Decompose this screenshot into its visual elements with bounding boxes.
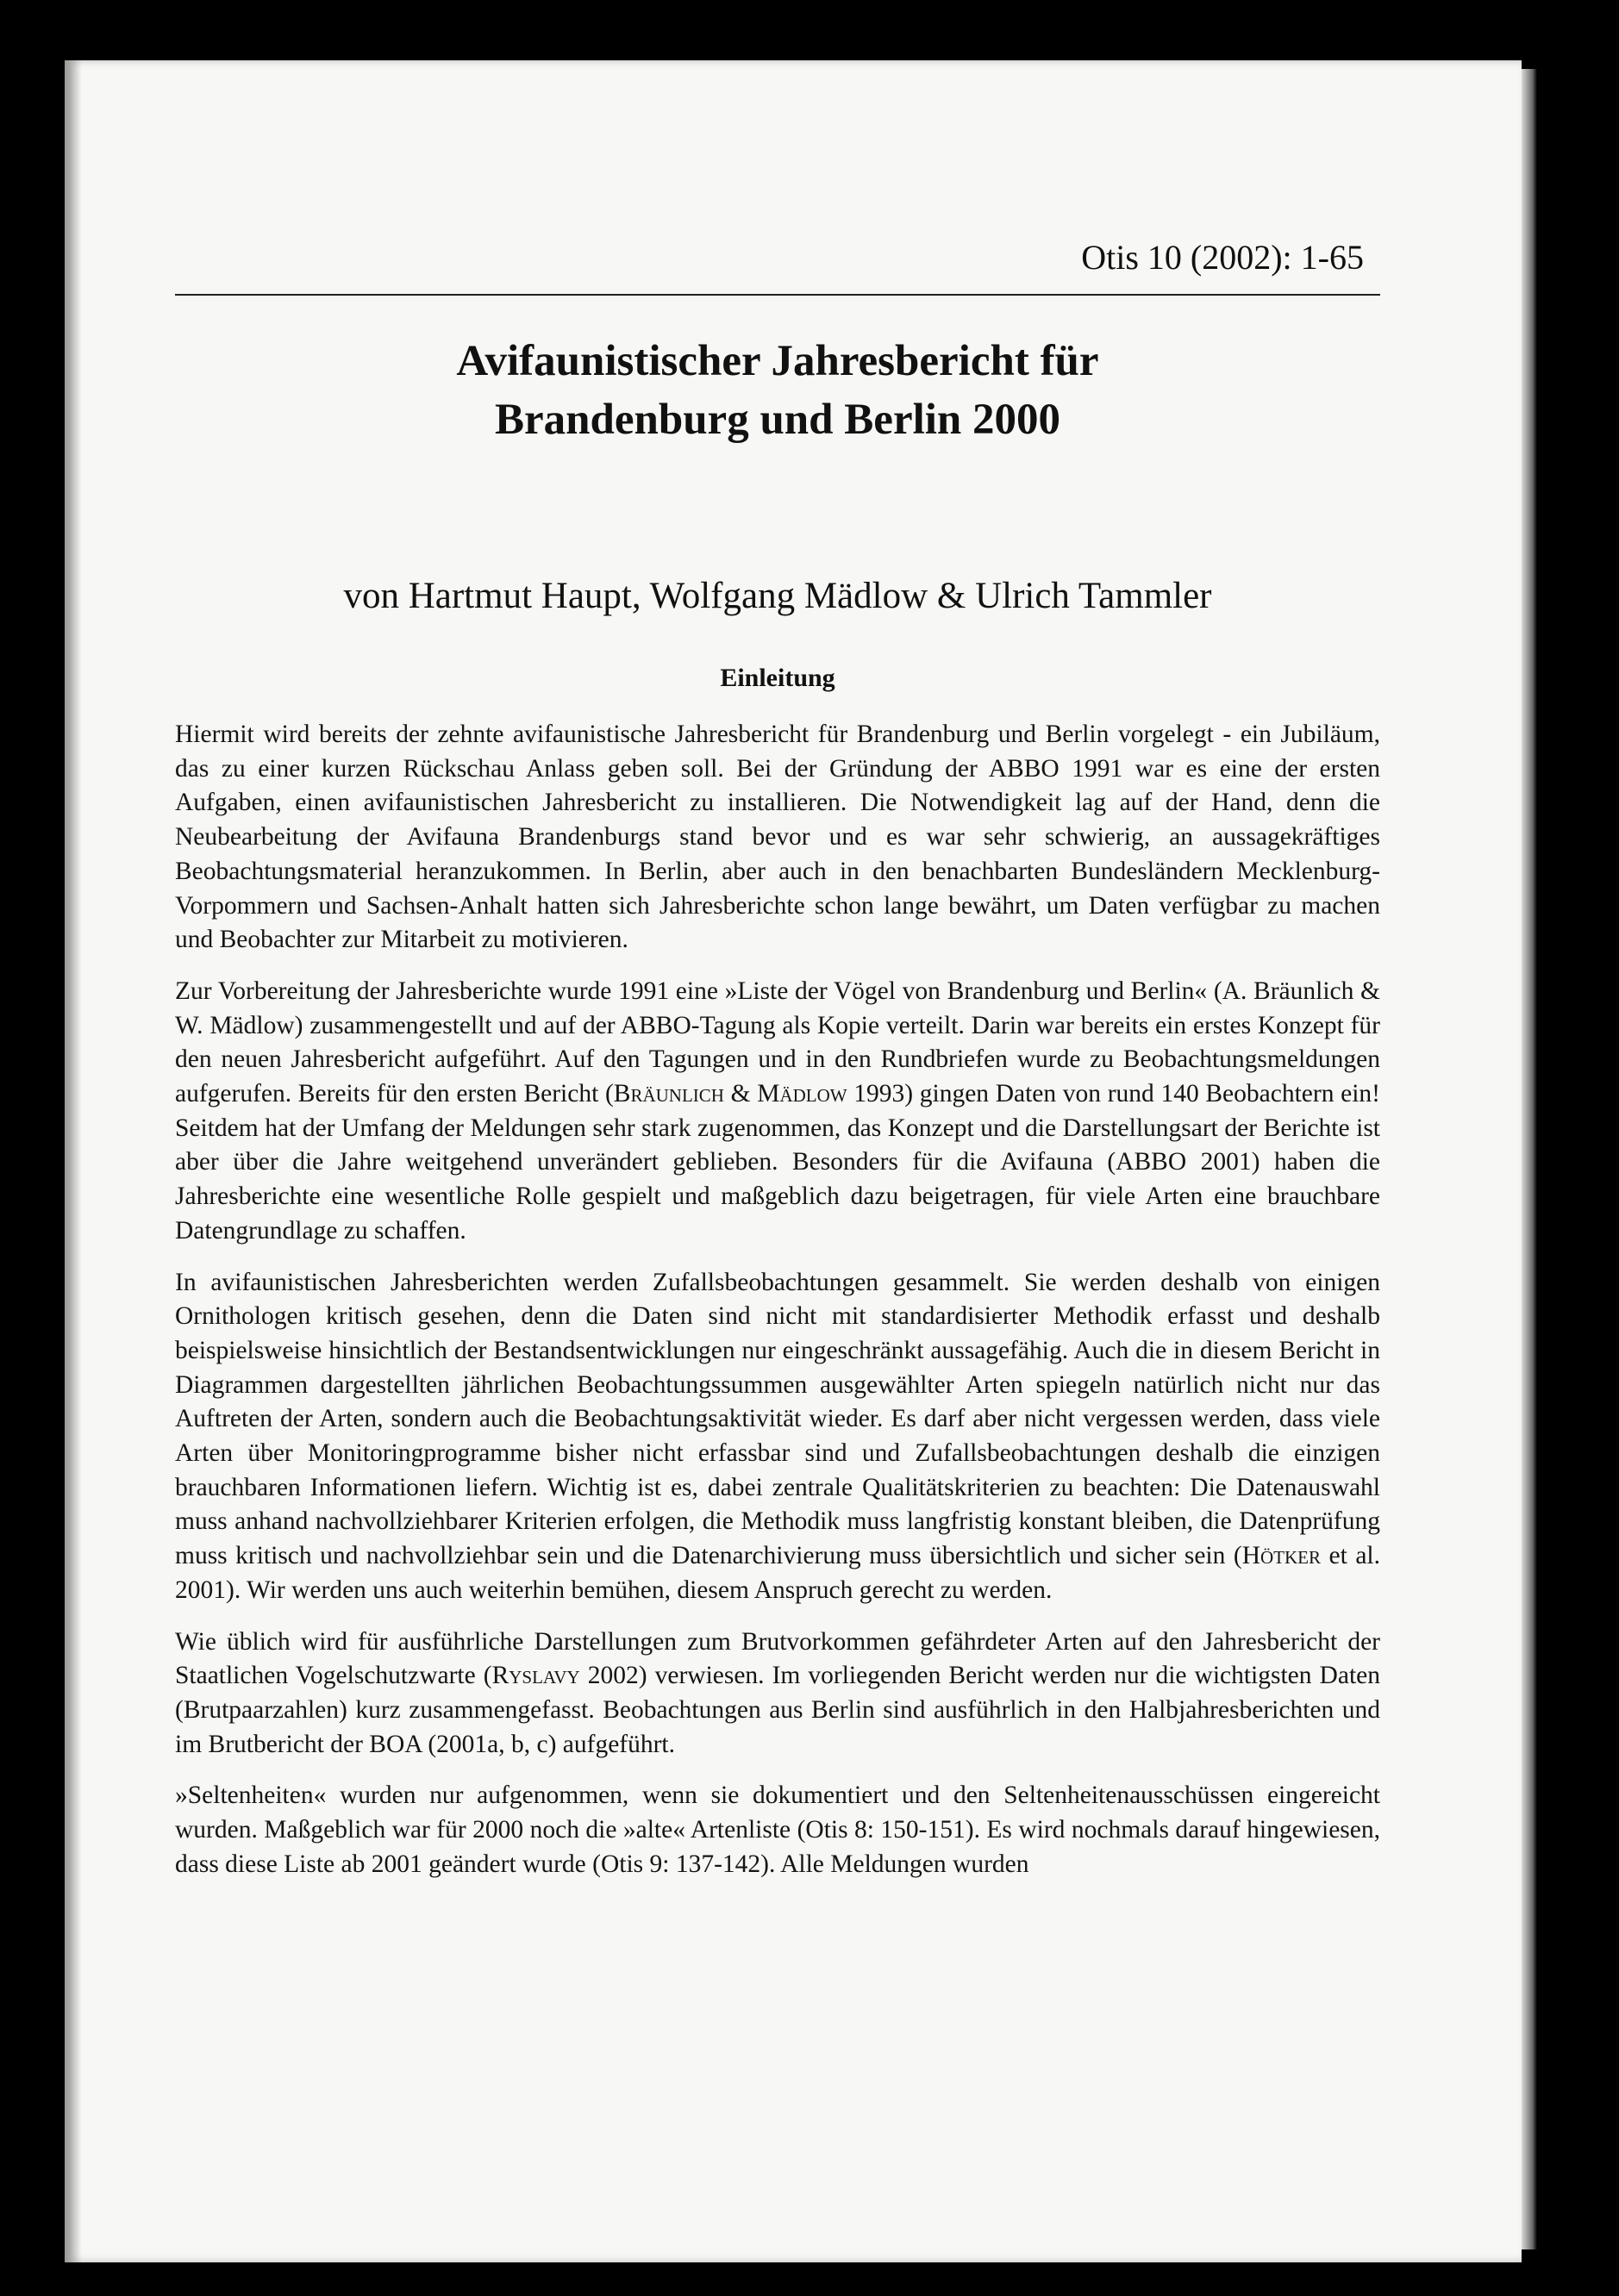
citation-hoetker: Hötker xyxy=(1241,1542,1322,1570)
title-line-2: Brandenburg und Berlin 2000 xyxy=(494,396,1061,444)
body-text xyxy=(175,718,1380,1900)
section-heading: Einleitung xyxy=(720,664,835,692)
citation-braeunlich-maedlow: Bräunlich & Mädlow xyxy=(613,1080,847,1108)
paragraph-4: Wie üblich wird für ausführliche Darstellungen zum Brutvorkommen gefährdeter Arten auf den Jahresbericht der Staatlichen Vogelschutzwarte (Ryslavy 2002) verwiesen. Im vorliegenden Bericht werden nur die wichtigsten Daten (Brutpaarzahlen) kurz zusammengefasst. Beobachtungen aus Berlin sind ausführlich in den Halbjahresberichten und im Brutbericht der BOA (2001a, b, c) aufgeführt. xyxy=(175,1627,1380,1758)
author-line: von Hartmut Haupt, Wolfgang Mädlow & Ulrich Tammler xyxy=(343,576,1212,616)
paragraph-1: Hiermit wird bereits der zehnte avifaunistische Jahresbericht für Brandenburg und Berlin vorgelegt - ein Jubiläum, das zu einer kurzen Rückschau Anlass geben soll. Bei der Gründung der ABBO 1991 war es eine der ersten Aufgaben, einen avifaunistischen Jahresbericht zu installieren. Die Notwendigkeit lag auf der Hand, denn die Neubearbeitung der Avifauna Brandenburgs stand bevor und es war sehr schwierig, an aussagekräftiges Beobachtungsmaterial heranzukommen. In Berlin, aber auch in den benachbarten Bundesländern Mecklenburg-Vorpommern und Sachsen-Anhalt hatten sich Jahresberichte schon lange bewährt, um Daten verfügbar zu machen und Beobachter zur Mitarbeit zu motivieren. xyxy=(175,721,1380,954)
binding-shadow xyxy=(65,60,82,2262)
article-title xyxy=(175,332,1380,449)
paragraph-2: Zur Vorbereitung der Jahresberichte wurde 1991 eine »Liste der Vögel von Brandenburg und Berlin« (A. Bräunlich & W. Mädlow) zusammengestellt und auf der ABBO-Tagung als Kopie verteilt. Darin war bereits ein erstes Konzept für den neuen Jahresbericht aufgeführt. Auf den Tagungen und in den Rundbriefen wurde zu Beobachtungsmeldungen aufgerufen. Bereits für den ersten Bericht (Bräunlich & Mädlow 1993) gingen Daten von rund 140 Beobachtern ein! Seitdem hat der Umfang der Meldungen sehr stark zugenommen, das Konzept und die Darstellungsart der Berichte ist aber über die Jahre weitgehend unverändert geblieben. Besonders für die Avifauna (ABBO 2001) haben die Jahresberichte eine wesentliche Rolle gespielt und maßgeblich dazu beigetragen, für viele Arten eine brauchbare Datengrundlage zu schaffen. xyxy=(175,976,1380,1245)
paragraph-5: »Seltenheiten« wurden nur aufgenommen, wenn sie dokumentiert und den Seltenheitenausschüssen eingereicht wurden. Maßgeblich war für 2000 noch die »alte« Artenliste (Otis 8: 150-151). Es wird nochmals darauf hingewiesen, dass diese Liste ab 2001 geändert wurde (Otis 9: 137-142). Alle Meldungen wurden xyxy=(175,1781,1380,1878)
citation-ryslavy: Ryslavy xyxy=(491,1662,580,1690)
paragraph-3: In avifaunistischen Jahresberichten werden Zufallsbeobachtungen gesammelt. Sie werden deshalb von einigen Ornithologen kritisch gesehen, denn die Daten sind nicht mit standardisierter Methodik erfasst und deshalb beispielsweise hinsichtlich der Bestandsentwicklungen nur eingeschränkt aussagefähig. Auch die in diesem Bericht in Diagrammen dargestellten jährlichen Beobachtungssummen ausgewählter Arten spiegeln natürlich nicht nur das Auftreten der Arten, sondern auch die Beobachtungsaktivität wieder. Es darf aber nicht vergessen werden, dass viele Arten über Monitoringprogramme bisher nicht erfassbar sind und Zufallsbeobachtungen deshalb die einzigen brauchbaren Informationen liefern. Wichtig ist es, dabei zentrale Qualitätskriterien zu beachten: Die Datenauswahl muss anhand nachvollziehbarer Kriterien erfolgen, die Methodik muss langfristig konstant bleiben, die Datenprüfung muss kritisch und nachvollziehbar sein und die Datenarchivierung muss übersichtlich und sicher sein (Hötker et al. 2001). Wir werden uns auch weiterhin bemühen, diesem Anspruch gerecht zu werden. xyxy=(175,1268,1380,1604)
header-rule xyxy=(175,294,1380,296)
journal-reference: Otis 10 (2002): 1-65 xyxy=(1081,238,1364,277)
page-edge xyxy=(1522,69,1537,2249)
title-line-1: Avifaunistischer Jahresbericht für xyxy=(456,337,1099,385)
